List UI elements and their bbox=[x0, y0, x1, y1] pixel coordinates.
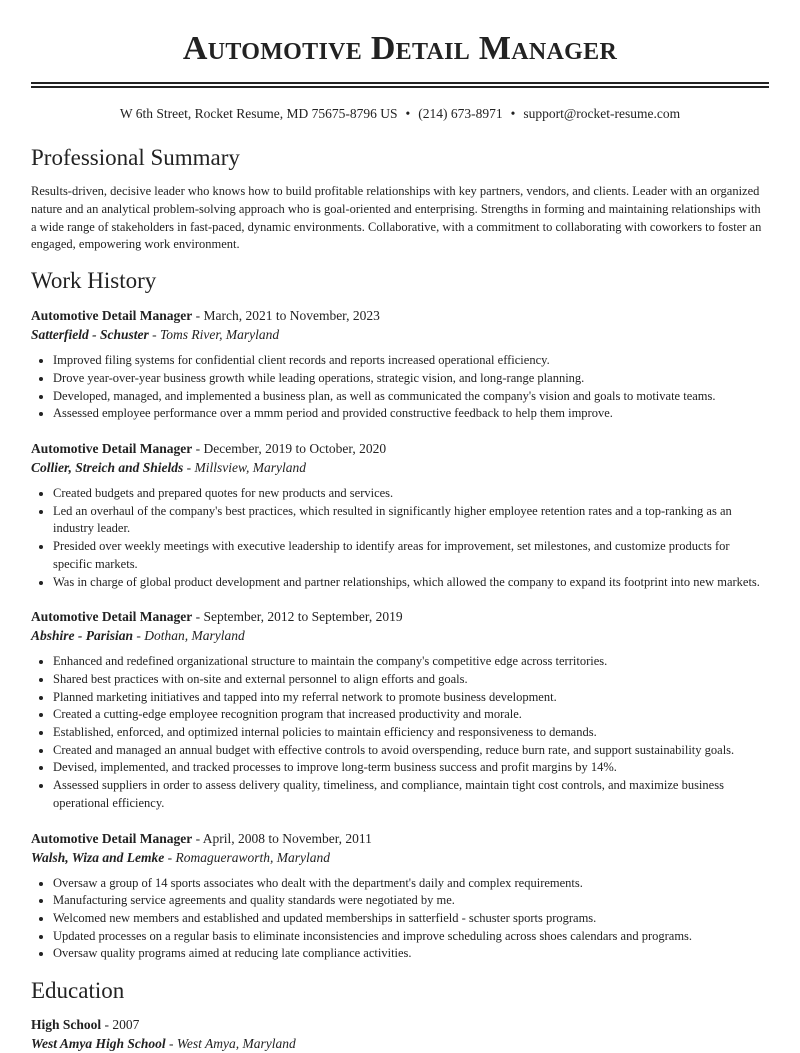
list-item: • Was in charge of global product development and partner relationships, which allowed the company to expand its footprint into new markets. bbox=[53, 574, 769, 592]
list-item: • Developed, managed, and implemented a business plan, as well as communicated the company's vision and goals to motivate teams. bbox=[53, 388, 769, 406]
job-location: - Toms River, Maryland bbox=[148, 327, 280, 343]
list-item: • Devised, implemented, and tracked processes to improve long-term business success and profit margins by 14%. bbox=[53, 759, 769, 777]
job-role: Automotive Detail Manager bbox=[31, 830, 193, 846]
job-entry bbox=[31, 607, 769, 812]
list-item: • Created and managed an annual budget with effective controls to avoid overspending, reduce burn rate, and support sustainability goals. bbox=[53, 742, 769, 760]
job-company: Abshire - Parisian bbox=[31, 628, 134, 644]
job-company: Collier, Streich and Shields bbox=[31, 460, 184, 475]
job-company: Walsh, Wiza and Lemke bbox=[31, 849, 165, 865]
education-degree: High School bbox=[31, 1017, 102, 1033]
job-company-line bbox=[31, 325, 769, 344]
job-role: Automotive Detail Manager bbox=[31, 609, 193, 625]
list-item: • Enhanced and redefined organizational structure to maintain the company's competitive edge across territories. bbox=[53, 653, 769, 671]
header-divider-bottom bbox=[31, 86, 769, 88]
list-item: • Presided over weekly meetings with executive leadership to identify areas for improvement, set milestones, and customize products for specific markets. bbox=[53, 538, 769, 573]
job-bullets bbox=[31, 653, 769, 812]
job-role: Automotive Detail Manager bbox=[31, 308, 193, 324]
job-title-line bbox=[31, 306, 769, 325]
education-school: West Amya High School bbox=[31, 1036, 166, 1052]
list-item: • Manufacturing service agreements and quality standards were negotiated by me. bbox=[53, 892, 769, 910]
summary-heading: Professional Summary bbox=[31, 145, 240, 170]
job-dates: - March, 2021 to November, 2023 bbox=[192, 308, 380, 324]
contact-line bbox=[31, 105, 769, 123]
job-company-line bbox=[31, 626, 769, 645]
contact-email: support@rocket-resume.com bbox=[523, 106, 681, 121]
education-school-line bbox=[31, 1034, 769, 1053]
summary-text: Results-driven, decisive leader who knows how to build profitable relationships with key partners, vendors, and clients. Leader with an organized nature and an analytical problem-solving approach who is goal-oriented and enterprising. Strengths in forming and maintaining relationships with a wide range of stakeholders in fast-paced, dynamic environments. Collaborative, with a commitment to collaborating with coworkers to foster an engaged, empowering work environment. bbox=[31, 184, 762, 252]
list-item: • Assessed suppliers in order to assess delivery quality, timeliness, and compliance, maintain tight cost controls, and maximize business operational efficiency. bbox=[53, 777, 769, 812]
work-history-heading: Work History bbox=[31, 268, 157, 294]
job-bullets bbox=[31, 485, 769, 591]
list-item: • Shared best practices with on-site and external personnel to align efforts and goals. bbox=[53, 671, 769, 689]
education-year: - 2007 bbox=[101, 1017, 140, 1033]
job-title-line bbox=[31, 607, 769, 626]
education-location: - West Amya, Maryland bbox=[165, 1036, 296, 1052]
education-heading: Education bbox=[31, 978, 125, 1004]
job-role: Automotive Detail Manager bbox=[31, 441, 193, 456]
list-item: • Led an overhaul of the company's best practices, which resulted in significantly higher employee retention rates and a top-ranking as an industry leader. bbox=[53, 503, 769, 538]
list-item: • Drove year-over-year business growth while leading operations, strategic vision, and long-range planning. bbox=[53, 370, 769, 388]
job-entry bbox=[31, 829, 769, 964]
contact-address: W 6th Street, Rocket Resume, MD 75675-8796 US bbox=[119, 106, 398, 121]
list-item: • Improved filing systems for confidential client records and reports increased operational efficiency. bbox=[53, 352, 769, 370]
job-company: Satterfield - Schuster bbox=[31, 327, 149, 343]
job-dates: - September, 2012 to September, 2019 bbox=[192, 609, 403, 625]
list-item: • Created a cutting-edge employee recognition program that increased productivity and morale. bbox=[53, 706, 769, 724]
job-entry bbox=[31, 439, 769, 591]
list-item: • Oversaw quality programs aimed at reducing late compliance activities. bbox=[53, 945, 769, 963]
job-company-line bbox=[31, 458, 769, 477]
list-item: • Established, enforced, and optimized internal policies to maintain efficiency and responsiveness to demands. bbox=[53, 724, 769, 742]
list-item: • Created budgets and prepared quotes for new products and services. bbox=[53, 485, 769, 503]
header-divider-top bbox=[31, 82, 769, 84]
list-item: • Assessed employee performance over a mmm period and provided constructive feedback to help them improve. bbox=[53, 405, 769, 423]
job-bullets bbox=[31, 875, 769, 964]
job-entry bbox=[31, 306, 769, 423]
list-item: • Oversaw a group of 14 sports associates who dealt with the department's daily and complex requirements. bbox=[53, 875, 769, 893]
resume-name: Automotive Detail Manager bbox=[182, 30, 618, 67]
education-degree-line bbox=[31, 1015, 769, 1034]
list-item: • Planned marketing initiatives and tapped into my referral network to promote business development. bbox=[53, 689, 769, 707]
job-dates: - April, 2008 to November, 2011 bbox=[192, 830, 372, 846]
contact-separator: • bbox=[405, 106, 411, 121]
job-location: - Millsview, Maryland bbox=[183, 460, 307, 475]
job-title-line bbox=[31, 439, 769, 458]
contact-phone: (214) 673-8971 bbox=[418, 106, 503, 121]
contact-separator: • bbox=[510, 106, 516, 121]
list-item: • Welcomed new members and established and updated memberships in satterfield - schuster sports programs. bbox=[53, 910, 769, 928]
job-title-line bbox=[31, 829, 769, 848]
job-company-line bbox=[31, 848, 769, 867]
job-location: - Dothan, Maryland bbox=[133, 628, 245, 644]
list-item: • Updated processes on a regular basis to eliminate inconsistencies and improve scheduling across shoes calendars and programs. bbox=[53, 928, 769, 946]
job-location: - Romagueraworth, Maryland bbox=[164, 849, 331, 865]
job-bullets bbox=[31, 352, 769, 423]
job-dates: - December, 2019 to October, 2020 bbox=[192, 441, 387, 456]
